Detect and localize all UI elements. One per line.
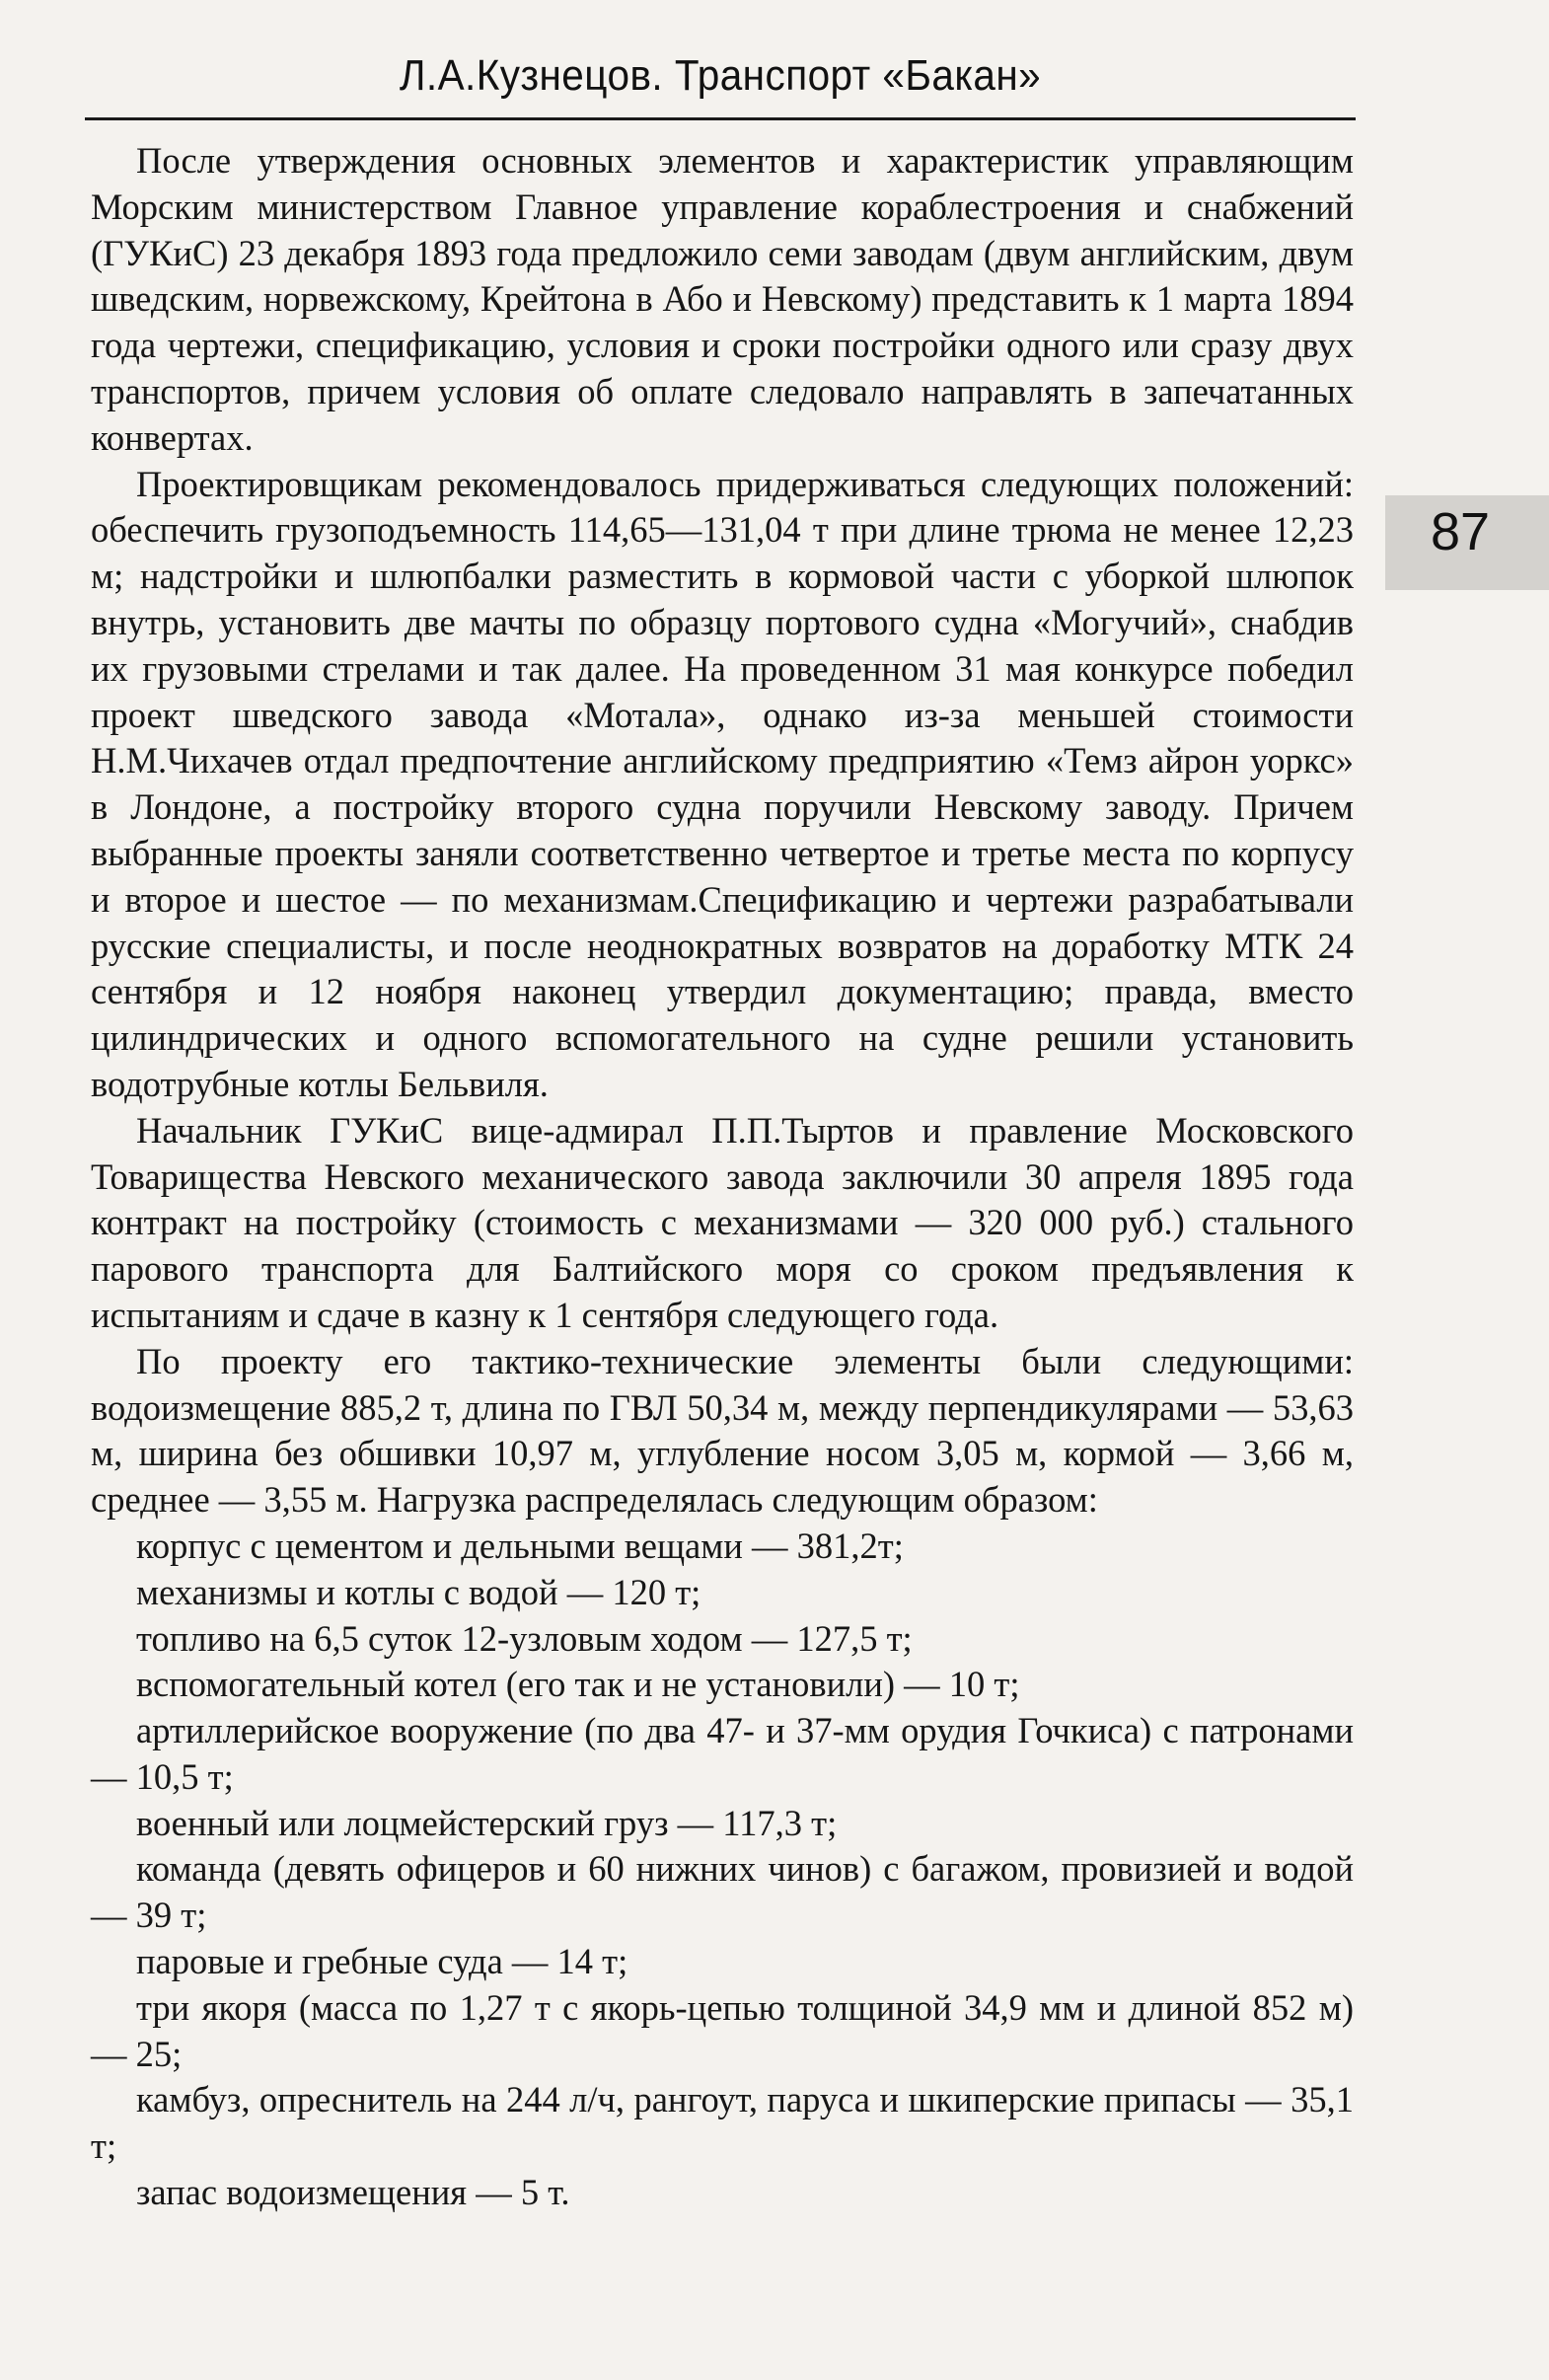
paragraph: После утверждения основных элементов и характеристик управляющим Морским министерством Главное управление кораблестроения и снабжений (ГУКиС) 23 декабря 1893 года предложило семи заводам (двум английским, двум шведским, норвежскому, Крейтона в Або и Невскому) представить к 1 марта 1894 года чертежи, спецификацию, условия и сроки постройки одного или сразу двух транспортов, причем условия об оплате следовало направлять в запечатанных конвертах. xyxy=(91,140,1354,458)
load-item: камбуз, опреснитель на 244 л/ч, рангоут, паруса и шкиперские припасы — 35,1 т; xyxy=(91,2079,1354,2167)
load-item: артиллерийское вооружение (по два 47- и 37-мм орудия Гочкиса) с патронами — 10,5 т; xyxy=(91,1710,1354,1797)
load-item: три якоря (масса по 1,27 т с якорь-цепью толщиной 34,9 мм и длиной 852 м) — 25; xyxy=(91,1986,1354,2074)
page-number: 87 xyxy=(1431,502,1491,561)
load-item: топливо на 6,5 суток 12-узловым ходом — 127,5 т; xyxy=(136,1617,913,1659)
body-text xyxy=(91,138,1354,2216)
load-item: команда (девять офицеров и 60 нижних чинов) с багажом, провизией и водой — 39 т; xyxy=(91,1848,1354,1936)
running-title: Л.А.Кузнецов. Транспорт «Бакан» xyxy=(399,51,1042,100)
paragraph: Проектировщикам рекомендовалось придерживаться следующих положений: обеспечить грузоподъемность 114,65—131,04 т при длине трюма не менее 12,23 м; надстройки и шлюпбалки разместить в кормовой части с уборкой шлюпок внутрь, установить две мачты по образцу портового судна «Могучий», снабдив их грузовыми стрелами и так далее. На проведенном 31 мая конкурсе победил проект шведского завода «Мотала», однако из-за меньшей стоимости Н.М.Чихачев отдал предпочтение английскому предприятию «Темз айрон уоркс» в Лондоне, а постройку второго судна поручили Невскому заводу. Причем выбранные проекты заняли соответственно четвертое и третье места по корпусу и второе и шестое — по механизмам.Спецификацию и чертежи разрабатывали русские специалисты, и после неоднократных возвратов на доработку МТК 24 сентября и 12 ноября наконец утвердил документацию; правда, вместо цилиндрических и одного вспомогательного на судне решили установить водотрубные котлы Бельвиля. xyxy=(91,463,1354,1104)
paragraph: Начальник ГУКиС вице-адмирал П.П.Тыртов и правление Московского Товарищества Невского механического завода заключили 30 апреля 1895 года контракт на постройку (стоимость с механизмами — 320 000 руб.) стального парового транспорта для Балтийского моря со сроком предъявления к испытаниям и сдаче в казну к 1 сентября следующего года. xyxy=(91,1109,1354,1335)
load-item: запас водоизмещения — 5 т. xyxy=(136,2172,570,2213)
header-rule xyxy=(85,117,1356,120)
load-item: военный или лоцмейстерский груз — 117,3 т; xyxy=(136,1802,838,1843)
paragraph: По проекту его тактико-технические элементы были следующими: водоизмещение 885,2 т, длина по ГВЛ 50,34 м, между перпендикулярами — 53,63 м, ширина без обшивки 10,97 м, углубление носом 3,05 м, кормой — 3,66 м, среднее — 3,55 м. Нагрузка распределялась следующим образом: xyxy=(91,1340,1354,1521)
load-item: паровые и гребные суда — 14 т; xyxy=(136,1941,628,1982)
load-item: вспомогательный котел (его так и не установили) — 10 т; xyxy=(136,1664,1020,1705)
load-item: механизмы и котлы с водой — 120 т; xyxy=(136,1571,701,1612)
load-item: корпус с цементом и дельными вещами — 381,2т; xyxy=(136,1525,904,1566)
